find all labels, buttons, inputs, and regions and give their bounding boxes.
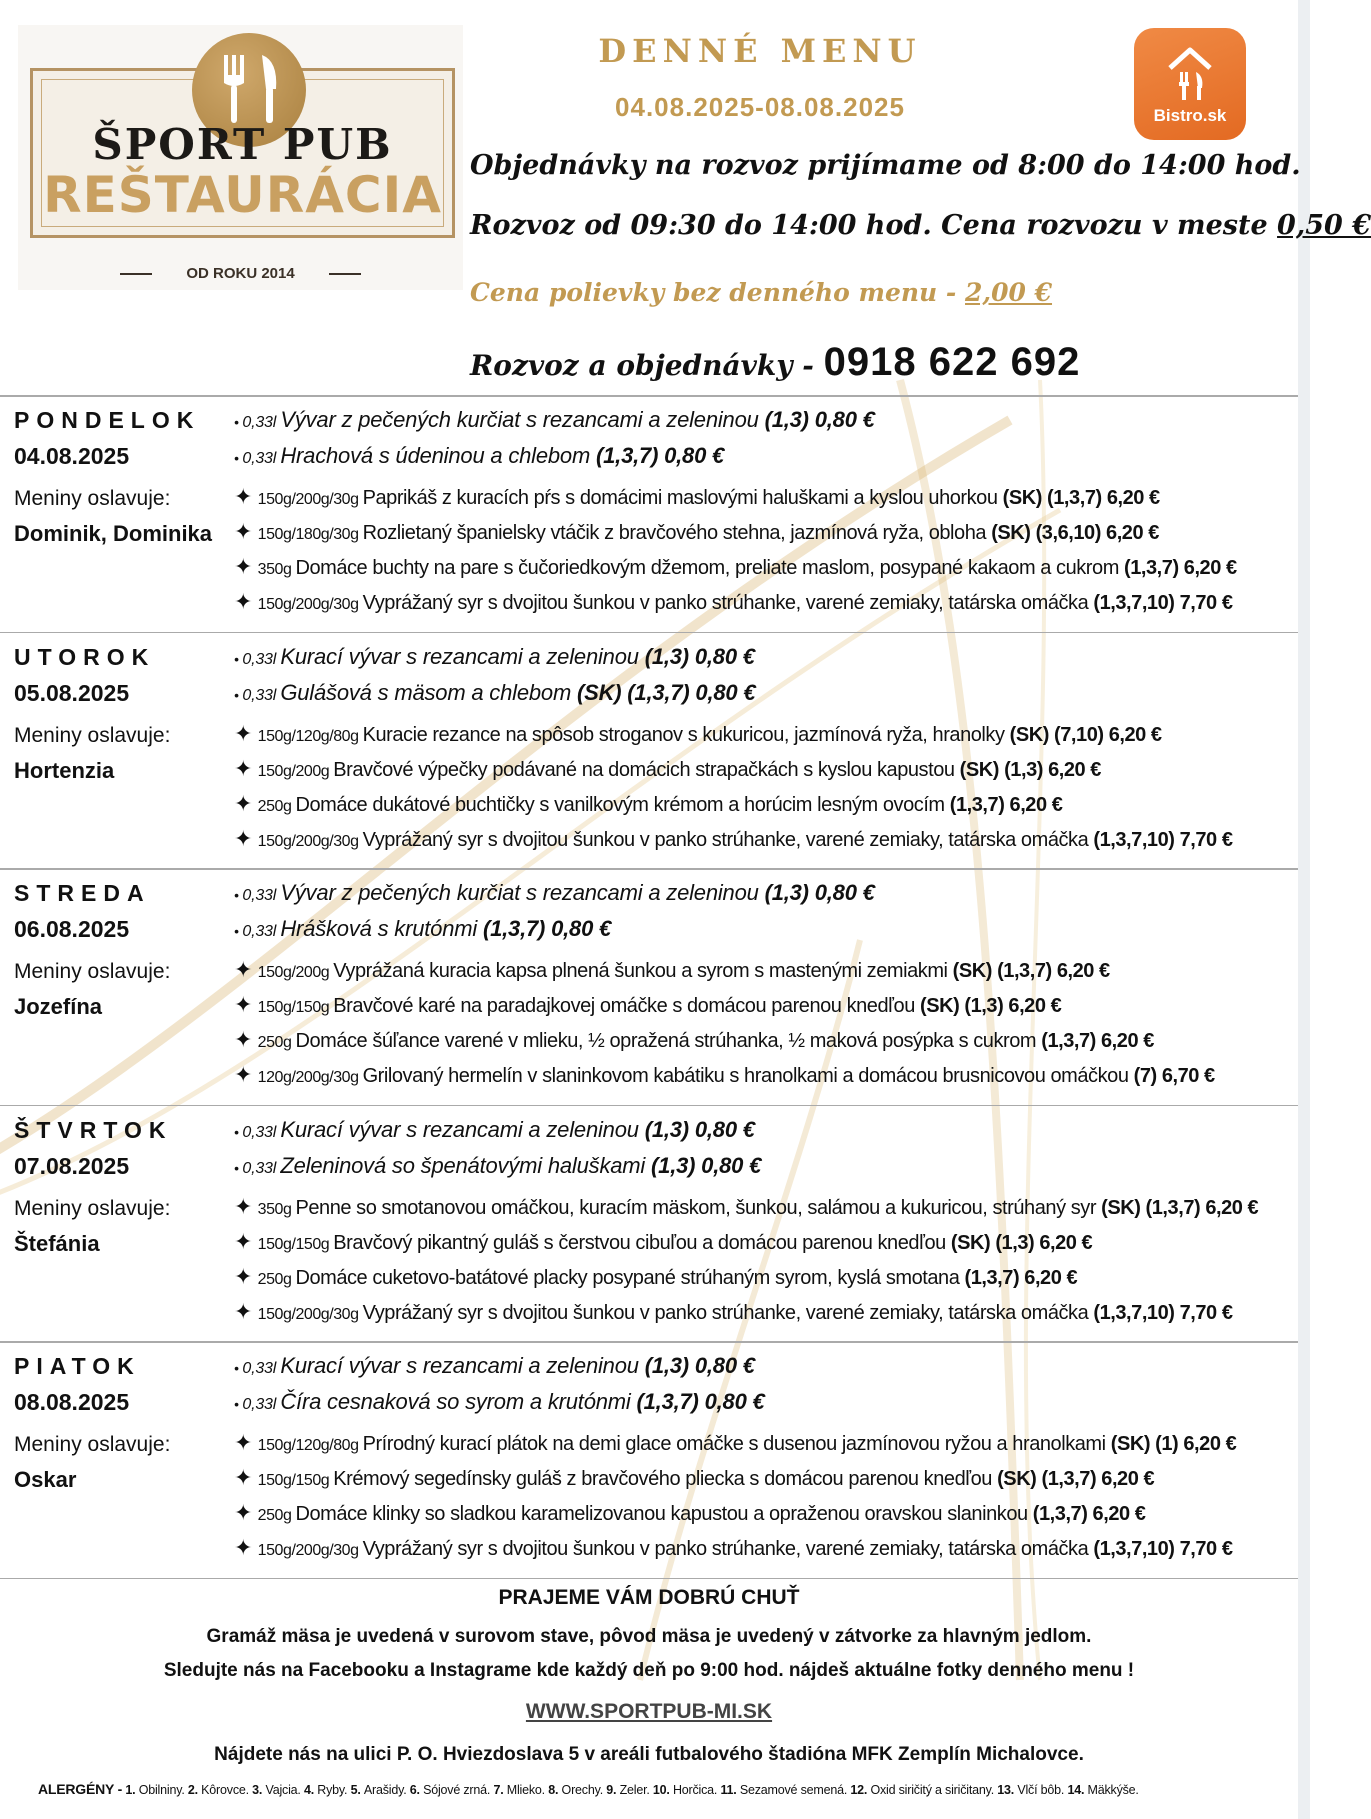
meal-weight: 250g	[257, 1507, 296, 1524]
soup-quantity: 0,33l	[242, 686, 281, 704]
soup-bullet: •	[234, 650, 243, 667]
allergen-name: Arašidy.	[363, 1783, 407, 1797]
day-section	[0, 870, 1298, 1107]
soup-name: Gulášová s mäsom a chlebom	[280, 679, 577, 705]
day-name: UTOROK	[14, 643, 156, 670]
meal-item	[234, 589, 1233, 615]
allergen-number: 12.	[847, 1783, 871, 1797]
soup-allergens-price: (1,3) 0,80 €	[764, 880, 875, 905]
soup-allergens-price: (1,3) 0,80 €	[651, 1152, 762, 1178]
allergen-legend-label: ALERGÉNY -	[38, 1781, 123, 1797]
meal-weight: 250g	[257, 1034, 296, 1051]
day-section	[0, 1343, 1298, 1580]
soup-quantity: 0,33l	[242, 650, 281, 668]
meal-bullet-icon: ✦	[234, 589, 258, 614]
allergen-name: Oxid siričitý a siričitany.	[870, 1783, 995, 1797]
meal-weight: 150g/200g/30g	[257, 596, 363, 613]
meal-name: Grilovaný hermelín v slaninkovom kabátiku s hranolkami a domácou brusnicovou omáčkou	[362, 1065, 1134, 1087]
meal-item	[234, 992, 1061, 1018]
meal-item	[234, 554, 1237, 580]
meal-name: Rozlietaný španielsky vtáčik z bravčového stehna, jazmínová ryža, obloha	[362, 522, 992, 544]
contact-info: Rozvoz a objednávky - 0918 622 692	[470, 340, 1081, 384]
meal-allergens: (SK) (1,3)	[920, 995, 1009, 1017]
day-name: PONDELOK	[14, 407, 201, 433]
meal-weight: 150g/200g/30g	[257, 491, 363, 508]
meal-price: 6,70 €	[1161, 1065, 1215, 1087]
bistro-restaurant-icon	[1166, 42, 1214, 102]
soup-item	[234, 644, 755, 670]
day-name: ŠTVRTOK	[14, 1116, 173, 1143]
allergen-name: Horčica.	[672, 1783, 718, 1797]
meal-allergens: (SK) (1,3)	[959, 758, 1049, 781]
meal-price: 6,20 €	[1101, 1468, 1155, 1490]
soup-name: Kurací vývar s rezancami a zeleninou	[280, 1116, 645, 1142]
nameday-label: Meniny oslavuje:	[14, 1196, 171, 1220]
day-date: 06.08.2025	[14, 916, 130, 942]
soup-allergens-price: (SK) (1,3,7) 0,80 €	[576, 679, 756, 705]
meal-name: Domáce dukátové buchtičky s vanilkovým krémom a horúcim lesným ovocím	[295, 793, 950, 816]
soup-bullet: •	[234, 450, 243, 466]
soup-name: Kurací vývar s rezancami a zeleninou	[280, 643, 645, 669]
allergen-number: 8.	[544, 1783, 562, 1797]
soup-name: Vývar z pečených kurčiat s rezancami a zeleninou	[280, 880, 765, 905]
meal-item	[234, 957, 1110, 983]
meal-name: Domáce klinky so sladkou karamelizovanou kapustou a opraženou oravskou slaninkou	[295, 1503, 1033, 1525]
allergen-number: 11.	[717, 1783, 740, 1797]
meal-allergens: (1,3,7)	[1032, 1503, 1093, 1525]
meal-item	[234, 1264, 1077, 1290]
meal-price: 6,20 €	[1205, 1196, 1259, 1219]
allergen-number: 9.	[602, 1783, 620, 1797]
meal-name: Domáce cuketovo-batátové placky posypané strúhaným syrom, kyslá smotana	[295, 1266, 965, 1289]
soup-item	[234, 916, 611, 942]
meal-bullet-icon: ✦	[234, 1298, 258, 1324]
meal-name: Vyprážaný syr s dvojitou šunkou v panko strúhanke, varené zemiaky, tatárska omáčka	[362, 1301, 1094, 1324]
page-title: DENNÉ MENU	[598, 32, 922, 70]
meal-weight: 150g/200g	[257, 964, 334, 981]
meal-allergens: (1,3,7)	[1041, 1030, 1101, 1052]
meal-item	[234, 519, 1159, 545]
soup-quantity: 0,33l	[242, 923, 281, 940]
logo-name: ŠPORT PUB	[92, 120, 393, 169]
allergen-number: 6.	[406, 1783, 424, 1797]
allergen-number: 2.	[184, 1783, 202, 1797]
website-link[interactable]: WWW.SPORTPUB-MI.SK	[525, 1700, 773, 1723]
meal-name: Bravčové karé na paradajkovej omáčke s domácou parenou knedľou	[333, 995, 920, 1017]
meal-weight: 150g/200g/30g	[257, 1542, 363, 1559]
day-name: STREDA	[14, 880, 151, 906]
allergen-number: 3.	[248, 1783, 266, 1797]
meal-price: 6,20 €	[1048, 758, 1101, 781]
nameday-name: Hortenzia	[14, 757, 115, 783]
meal-weight: 150g/120g/80g	[257, 727, 363, 745]
meal-weight: 120g/200g/30g	[257, 1069, 363, 1086]
meal-allergens: (SK) (7,10)	[1009, 723, 1109, 746]
meal-weight: 350g	[257, 561, 296, 578]
meal-bullet-icon: ✦	[234, 554, 258, 579]
soup-allergens-price: (1,3,7) 0,80 €	[596, 443, 725, 468]
meal-bullet-icon: ✦	[234, 1535, 258, 1560]
soup-item	[234, 1389, 765, 1415]
meal-price: 7,70 €	[1179, 828, 1233, 851]
meal-name: Domáce buchty na pare s čučoriedkovým džemom, preliate maslom, posypané kakaom a cukrom	[295, 557, 1125, 579]
meal-item	[234, 1229, 1092, 1255]
meal-bullet-icon: ✦	[234, 519, 258, 544]
meal-weight: 250g	[257, 1270, 296, 1288]
meal-allergens: (7)	[1133, 1065, 1162, 1087]
nameday-name: Štefánia	[14, 1230, 100, 1256]
soup-item	[234, 407, 875, 433]
meal-weight: 150g/150g	[257, 1235, 334, 1253]
soup-name: Hrachová s údeninou a chlebom	[280, 443, 597, 468]
meal-bullet-icon: ✦	[234, 957, 258, 982]
soup-name: Číra cesnaková so syrom a krutónmi	[280, 1389, 637, 1414]
meal-allergens: (SK) (3,6,10)	[991, 522, 1107, 544]
phone-number[interactable]: 0918 622 692	[823, 340, 1081, 384]
soup-bullet: •	[234, 887, 243, 903]
meal-allergens: (1,3,7,10)	[1093, 828, 1180, 851]
meal-weight: 150g/150g	[257, 999, 334, 1016]
meal-item	[234, 1465, 1154, 1491]
logo-since: OD ROKU 2014	[18, 265, 463, 282]
soup-item	[234, 1153, 761, 1179]
meal-name: Krémový segedínsky guláš z bravčového pliecka s domácou parenou knedľou	[333, 1468, 998, 1490]
nameday-name: Dominik, Dominika	[14, 521, 213, 546]
meal-item	[234, 1500, 1145, 1526]
meal-allergens: (1,3,7)	[964, 1266, 1025, 1289]
meal-name: Vyprážaný syr s dvojitou šunkou v panko strúhanke, varené zemiaky, tatárska omáčka	[362, 828, 1094, 851]
page-edge	[1298, 0, 1310, 1819]
soup-item	[234, 1353, 755, 1379]
soup-item	[234, 443, 724, 469]
soup-name: Kurací vývar s rezancami a zeleninou	[280, 1353, 645, 1378]
soup-allergens-price: (1,3) 0,80 €	[644, 1116, 755, 1142]
meal-allergens: (1,3,7,10)	[1093, 1538, 1180, 1560]
nameday-label: Meniny oslavuje:	[14, 487, 171, 510]
meal-name: Bravčový pikantný guláš s čerstvou cibuľou a domácou parenou knedľou	[333, 1231, 951, 1254]
meal-item	[234, 1194, 1258, 1220]
knife-icon	[258, 55, 280, 123]
meal-bullet-icon: ✦	[234, 755, 258, 781]
meal-name: Domáce šúľance varené v mlieku, ½ opražená strúhanka, ½ maková posýpka s cukrom	[295, 1030, 1042, 1052]
meal-price: 6,20 €	[1024, 1266, 1078, 1289]
soup-item	[234, 880, 875, 906]
soup-quantity: 0,33l	[242, 1123, 281, 1141]
meal-item	[234, 1062, 1215, 1088]
meal-price: 6,20 €	[1106, 522, 1159, 544]
soup-price-info: Cena polievky bez denného menu - 2,00 €	[470, 278, 1053, 307]
allergen-number: 4.	[300, 1783, 318, 1797]
allergen-number: 14.	[1064, 1783, 1088, 1797]
meal-allergens: (SK) (1,3,7)	[952, 960, 1057, 982]
meal-bullet-icon: ✦	[234, 790, 258, 816]
soup-quantity: 0,33l	[242, 1360, 281, 1377]
allergen-number: 1.	[125, 1783, 139, 1797]
meal-name: Vyprážaný syr s dvojitou šunkou v panko strúhanke, varené zemiaky, tatárska omáčka	[362, 592, 1094, 614]
meal-name: Penne so smotanovou omáčkou, kuracím mäskom, šunkou, salámou a kukuricou, strúhaný syr	[295, 1196, 1102, 1219]
meal-name: Prírodný kurací plátok na demi glace omáčke s dusenou jazmínovou ryžou a hranolkami	[362, 1433, 1111, 1455]
soup-bullet: •	[234, 686, 243, 703]
allergen-name: Vajcia.	[265, 1783, 301, 1797]
meal-price: 6,20 €	[1092, 1503, 1146, 1525]
meal-bullet-icon: ✦	[234, 1465, 258, 1490]
meal-bullet-icon: ✦	[234, 1027, 258, 1052]
meal-bullet-icon: ✦	[234, 1228, 258, 1254]
soup-price: 2,00 €	[965, 278, 1053, 307]
meal-item	[234, 1299, 1233, 1325]
day-section	[0, 397, 1298, 634]
allergen-name: Vlčí bôb.	[1017, 1783, 1065, 1797]
nameday-name: Oskar	[14, 1467, 77, 1492]
meal-weight: 150g/150g	[257, 1472, 334, 1489]
allergen-name: Kôrovce.	[201, 1783, 249, 1797]
soup-name: Hrášková s krutónmi	[280, 916, 483, 941]
meal-bullet-icon: ✦	[234, 1062, 258, 1087]
meal-allergens: (SK) (1,3,7)	[1101, 1196, 1206, 1219]
soup-quantity: 0,33l	[242, 414, 281, 431]
soup-bullet: •	[234, 923, 243, 939]
meal-item	[234, 791, 1062, 817]
meal-price: 6,20 €	[1008, 995, 1062, 1017]
meal-weight: 150g/120g/80g	[257, 1437, 363, 1454]
meal-weight: 150g/200g/30g	[257, 1305, 363, 1323]
soup-quantity: 0,33l	[242, 887, 281, 904]
allergen-number: 10.	[649, 1783, 673, 1797]
meal-item	[234, 826, 1233, 852]
soup-quantity: 0,33l	[242, 450, 281, 467]
allergen-name: Sójové zrná.	[423, 1783, 491, 1797]
meal-allergens: (1,3,7,10)	[1093, 1301, 1180, 1324]
day-date: 07.08.2025	[14, 1152, 130, 1179]
soup-quantity: 0,33l	[242, 1396, 281, 1413]
nameday-label: Meniny oslavuje:	[14, 960, 171, 983]
meal-price: 6,20 €	[1101, 1030, 1154, 1052]
soup-bullet: •	[234, 414, 243, 430]
allergen-name: Mlieko.	[506, 1783, 545, 1797]
meal-allergens: (SK) (1)	[1110, 1433, 1184, 1455]
soup-bullet: •	[234, 1396, 243, 1412]
allergen-name: Obilniny.	[138, 1783, 185, 1797]
meal-bullet-icon: ✦	[234, 992, 258, 1017]
allergen-number: 7.	[490, 1783, 507, 1797]
soup-item	[234, 1117, 755, 1143]
meal-price: 7,70 €	[1179, 1538, 1233, 1560]
meal-price: 7,70 €	[1179, 592, 1233, 614]
delivery-info: Rozvoz od 09:30 do 14:00 hod. Cena rozvozu v meste 0,50 €	[470, 210, 1371, 241]
logo-subtitle: REŠTAURÁCIA	[43, 166, 442, 224]
meal-allergens: (1,3,7,10)	[1093, 592, 1180, 614]
soup-quantity: 0,33l	[242, 1159, 281, 1177]
day-date: 04.08.2025	[14, 443, 130, 469]
meal-price: 6,20 €	[1183, 557, 1237, 579]
day-date: 05.08.2025	[14, 679, 130, 706]
soup-item	[234, 680, 755, 706]
delivery-price: 0,50 €	[1277, 210, 1371, 241]
soup-allergens-price: (1,3,7) 0,80 €	[482, 916, 612, 941]
fork-icon	[222, 55, 252, 123]
soup-bullet: •	[234, 1159, 243, 1176]
social-note: Sledujte nás na Facebooku a Instagrame kde každý deň po 9:00 hod. nájdeš aktuálne fotky denného menu !	[163, 1660, 1135, 1681]
meal-weight: 150g/180g/30g	[257, 526, 363, 543]
meal-allergens: (1,3,7)	[1124, 557, 1184, 579]
meal-weight: 150g/200g/30g	[257, 832, 363, 850]
section-divider	[0, 1578, 1298, 1580]
allergen-legend	[38, 1781, 1278, 1797]
meal-price: 6,20 €	[1009, 793, 1063, 816]
soup-allergens-price: (1,3,7) 0,80 €	[636, 1389, 765, 1414]
address-text: Nájdete nás na ulici P. O. Hviezdoslava 5 v areáli futbalového štadióna MFK Zemplín Michalovce.	[214, 1744, 1084, 1765]
day-date: 08.08.2025	[14, 1389, 130, 1415]
meal-price: 6,20 €	[1108, 723, 1162, 746]
meal-bullet-icon: ✦	[234, 1500, 258, 1525]
meal-weight: 150g/200g	[257, 762, 334, 780]
soup-allergens-price: (1,3) 0,80 €	[764, 407, 875, 432]
meal-price: 6,20 €	[1106, 487, 1160, 509]
meal-bullet-icon: ✦	[234, 825, 258, 851]
nameday-label: Meniny oslavuje:	[14, 1433, 171, 1456]
meal-price: 6,20 €	[1056, 960, 1110, 982]
wish-text: PRAJEME VÁM DOBRÚ CHUŤ	[498, 1586, 800, 1609]
meal-allergens: (SK) (1,3,7)	[1002, 487, 1107, 509]
meal-name: Vyprážaný syr s dvojitou šunkou v panko strúhanke, varené zemiaky, tatárska omáčka	[362, 1538, 1094, 1560]
meat-note: Gramáž mäsa je uvedená v surovom stave, pôvod mäsa je uvedený v zátvorke za hlavným jedlom.	[206, 1626, 1092, 1647]
meal-allergens: (SK) (1,3)	[950, 1231, 1040, 1254]
nameday-label: Meniny oslavuje:	[14, 723, 171, 747]
meal-item	[234, 484, 1160, 510]
meal-bullet-icon: ✦	[234, 1263, 258, 1289]
soup-bullet: •	[234, 1123, 243, 1140]
soup-name: Zeleninová so špenátovými haluškami	[280, 1152, 652, 1178]
day-section	[0, 634, 1298, 871]
allergen-name: Zeler.	[619, 1783, 650, 1797]
meal-name: Vyprážaná kuracia kapsa plnená šunkou a syrom s mastenými zemiakmi	[333, 960, 953, 982]
meal-price: 7,70 €	[1179, 1301, 1233, 1324]
meal-item	[234, 1027, 1154, 1053]
meal-price: 6,20 €	[1039, 1231, 1093, 1254]
meal-name: Paprikáš z kuracích pŕs s domácimi maslovými haluškami a kyslou uhorkou	[362, 487, 1003, 509]
meal-item	[234, 756, 1101, 782]
menu-date-range: 04.08.2025-08.08.2025	[615, 92, 905, 122]
allergen-name: Orechy.	[561, 1783, 603, 1797]
meal-name: Bravčové výpečky podávané na domácich strapačkách s kyslou kapustou	[333, 758, 960, 781]
meal-allergens: (1,3,7)	[949, 793, 1010, 816]
soup-allergens-price: (1,3) 0,80 €	[644, 643, 755, 669]
meal-bullet-icon: ✦	[234, 484, 258, 509]
nameday-name: Jozefína	[14, 994, 103, 1019]
allergen-name: Sezamové semená.	[739, 1783, 848, 1797]
meal-allergens: (SK) (1,3,7)	[997, 1468, 1102, 1490]
meal-bullet-icon: ✦	[234, 1430, 258, 1455]
soup-name: Vývar z pečených kurčiat s rezancami a zeleninou	[280, 407, 765, 432]
allergen-name: Ryby.	[317, 1783, 348, 1797]
meal-bullet-icon: ✦	[234, 1193, 258, 1219]
soup-allergens-price: (1,3) 0,80 €	[644, 1353, 755, 1378]
meal-weight: 250g	[257, 797, 296, 815]
allergen-number: 5.	[347, 1783, 364, 1797]
meal-price: 6,20 €	[1183, 1433, 1237, 1455]
meal-name: Kuracie rezance na spôsob stroganov s kukuricou, jazmínová ryža, hranolky	[362, 723, 1010, 746]
soup-bullet: •	[234, 1360, 243, 1376]
meal-bullet-icon: ✦	[234, 720, 258, 746]
bistro-label: Bistro.sk	[1153, 106, 1227, 125]
allergen-number: 13.	[994, 1783, 1018, 1797]
allergen-name: Mäkkýše.	[1087, 1783, 1139, 1797]
day-section	[0, 1107, 1298, 1344]
meal-item	[234, 721, 1162, 747]
orders-hours: Objednávky na rozvoz prijímame od 8:00 do 14:00 hod.	[470, 150, 1301, 181]
meal-weight: 350g	[257, 1200, 296, 1218]
day-name: PIATOK	[14, 1353, 141, 1379]
bistro-logo[interactable]	[1134, 28, 1246, 140]
meal-item	[234, 1535, 1233, 1561]
meal-item	[234, 1430, 1236, 1456]
